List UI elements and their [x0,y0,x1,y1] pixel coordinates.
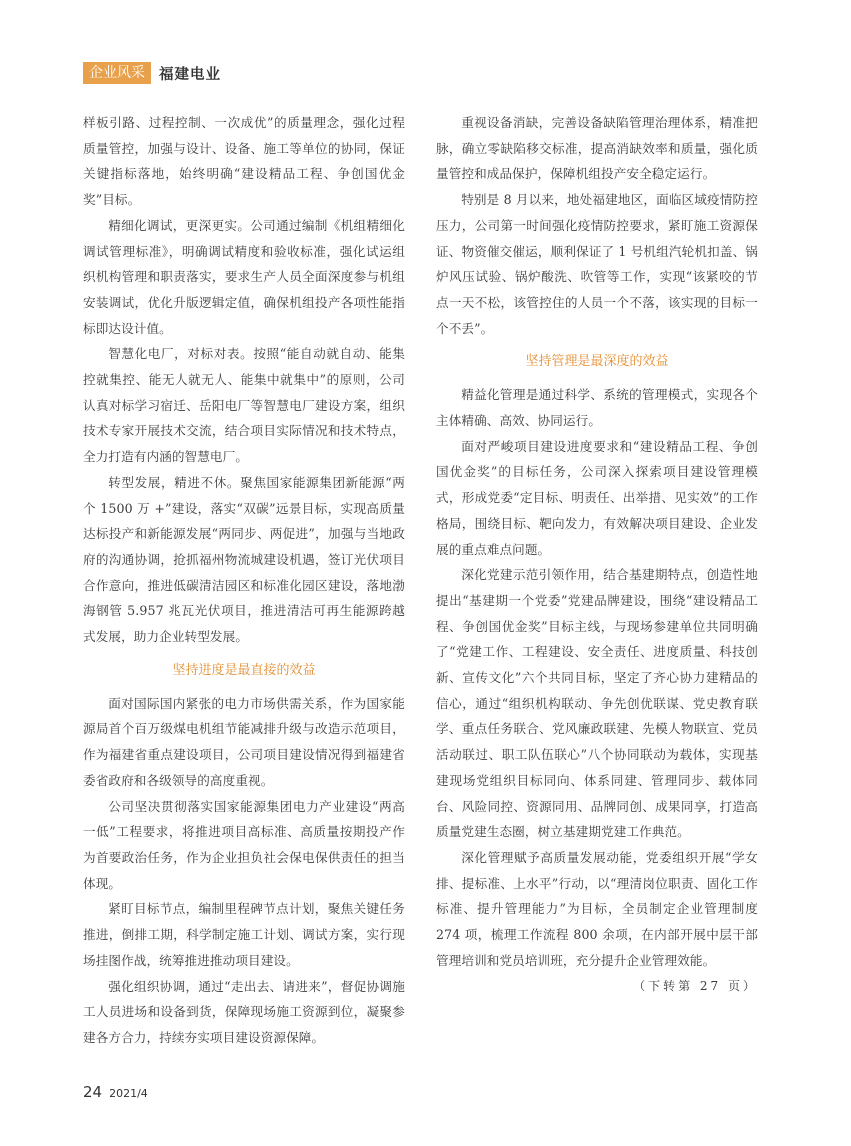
section-heading [436,349,758,375]
paragraph-text: 面对严峻项目建设进度要求和“建设精品工程、争创国优金奖”的目标任务，公司深入探索项目建设管理模式，形成党委“定目标、明责任、出举措、见实效”的工作格局，围绕目标、靶向发力，有效解决项目建设、企业发展的重点难点问题。 [436,438,758,557]
paragraph [436,845,758,993]
paragraph [436,110,758,187]
page-footer [83,1083,148,1101]
paragraph-text: 重视设备消缺，完善设备缺陷管理治理体系，精准把脉，确立零缺陷移交标准，提高消缺效率和质量，强化质量管控和成品保护，保障机组投产安全稳定运行。 [436,115,758,182]
section-heading [83,658,405,684]
paragraph-text: 深化党建示范引领作用，结合基建期特点，创造性地提出“基建期一个党委”党建品牌建设，围绕“建设精品工程、争创国优金奖”目标主线，与现场参建单位共同明确了“党建工作、工程建设、安全责任、进度质量、科技创新、宣传文化”六个共同目标，坚定了齐心协力建精品的信心，通过“组织机构联动、争先创优联谋、党史教育联学、重点任务联合、党风廉政联建、先模人物联宣、党员活动联过、职工队伍联心”八个协同联动为载体，实现基建现场党组织目标同向、体系同建、管理同步、载体同台、风险同控、资源同用、品牌同创、成果同享，打造高质量党建生态圈，树立基建期党建工作典范。 [436,567,758,840]
page-header [83,62,221,84]
paragraph-text: 特别是 8 月以来，地处福建地区，面临区域疫情防控压力，公司第一时间强化疫情防控要求，紧盯施工资源保证、物资催交催运，顺利保证了 1 号机组汽轮机扣盖、锅炉风压试验、锅炉酸洗、吹管等工作，实现“该紧咬的节点一天不松，该管控住的人员一个不落，该实现的目标一个不丢”。 [436,192,758,336]
paragraph [83,110,405,213]
paragraph-text: 精细化调试，更深更实。公司通过编制《机组精细化调试管理标准》，明确调试精度和验收标准，强化试运组织机构管理和职责落实，要求生产人员全面深度参与机组安装调试，优化升版逻辑定值，确保机组投产各项性能指标即达设计值。 [83,217,405,336]
paragraph [83,974,405,1051]
paragraph [83,794,405,897]
paragraph [436,187,758,341]
heading-text: 坚持管理是最深度的效益 [525,354,669,370]
paragraph-text: 深化管理赋予高质量发展动能，党委组织开展“学女排、提标准、上水平”行动，以“理清岗位职责、固化工作标准、提升管理能力”为目标，全员制定企业管理制度 274 项，梳理工作流程 800 余项，在内部开展中层干部管理培训和党员培训班，充分提升企业管理效能。 [436,849,758,968]
right-column [436,110,758,999]
section-tag: 企业风采 [83,62,151,84]
paragraph [436,434,758,563]
paragraph-text: 转型发展，精进不休。聚焦国家能源集团新能源“两个 1500 万 +”建设，落实“双碳”远景目标，实现高质量达标投产和新能源发展“两同步、两促进”，加强与当地政府的沟通协调，抢抓福州物流城建设机遇，签订光伏项目合作意向，推进低碳清洁园区和标准化园区建设，落地渤海钢管 5.957 兆瓦光伏项目，推进清洁可再生能源跨越式发展，助力企业转型发展。 [83,474,405,645]
paragraph-text: 精益化管理是通过科学、系统的管理模式，实现各个主体精确、高效、协同运行。 [436,387,758,429]
paragraph-text: 强化组织协调，通过“走出去、请进来”，督促协调施工人员进场和设备到货，保障现场施工资源到位，凝聚参建各方合力，持续夯实项目建设资源保障。 [83,978,405,1045]
continued-note: （下转第 27 页） [633,978,758,993]
paragraph [436,382,758,433]
heading-text: 坚持进度是最直接的效益 [172,662,316,678]
paragraph-text: 公司坚决贯彻落实国家能源集团电力产业建设“两高一低”工程要求，将推进项目高标准、高质量按期投产作为首要政治任务，作为企业担负社会保电保供责任的担当体现。 [83,798,405,891]
paragraph [83,691,405,794]
left-column [83,110,405,1051]
paragraph [83,470,405,650]
paragraph-text: 智慧化电厂，对标对表。按照“能自动就自动、能集控就集控、能无人就无人、能集中就集中”的原则，公司认真对标学习宿迁、岳阳电厂等智慧电厂建设方案，组织技术专家开展技术交流，结合项目实际情况和技术特点，全力打造有内涵的智慧电厂。 [83,346,405,465]
paragraph [83,341,405,470]
paragraph-text: 紧盯目标节点，编制里程碑节点计划，聚焦关键任务推进，倒排工期，科学制定施工计划、调试方案，实行现场挂图作战，统筹推进推动项目建设。 [83,901,405,968]
page-number: 24 [83,1083,103,1101]
magazine-title: 福建电业 [159,66,221,83]
paragraph [83,213,405,342]
paragraph [83,896,405,973]
paragraph-text: 面对国际国内紧张的电力市场供需关系，作为国家能源局首个百万级煤电机组节能减排升级与改造示范项目，作为福建省重点建设项目，公司项目建设情况得到福建省委省政府和各级领导的高度重视。 [83,695,405,788]
issue-date: 2021/4 [109,1087,148,1100]
paragraph-text: 样板引路、过程控制、一次成优”的质量理念，强化过程质量管控，加强与设计、设备、施工等单位的协同，保证关键指标落地，始终明确“建设精品工程、争创国优金奖”目标。 [83,115,405,208]
paragraph [436,562,758,845]
